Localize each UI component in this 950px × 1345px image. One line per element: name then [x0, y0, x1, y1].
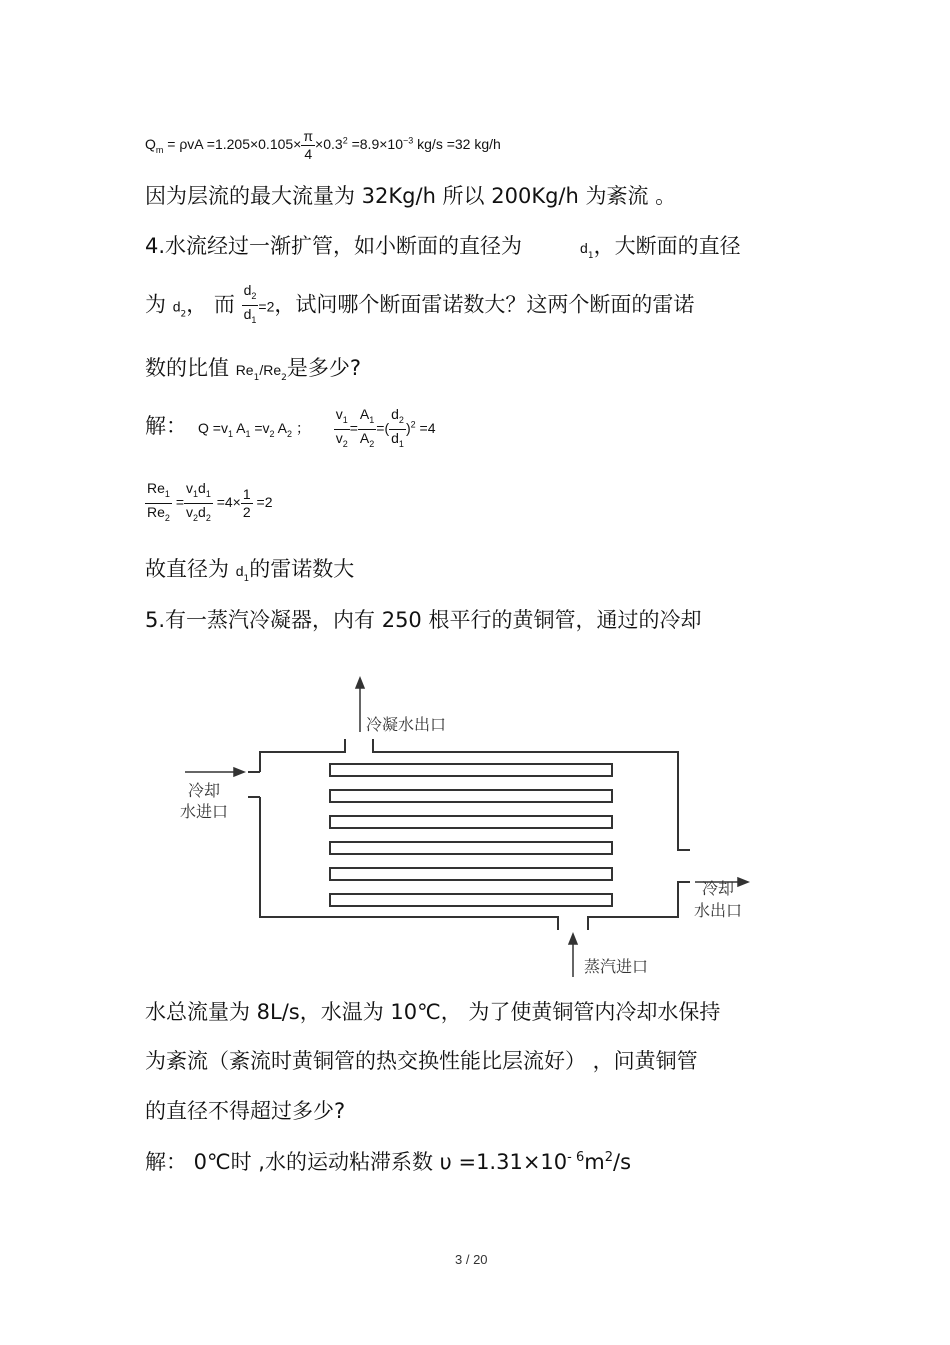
formula-mass-flow: $Q_m = \rho vA =1.205\times 0.105\times$ $\frac{\pi}{4}$ $\times 0.3^2 =8.9\times 10^{-3}$ kg/s =32 kg/h	[145, 128, 501, 162]
cooling-in-label-2: 水进口	[180, 802, 229, 821]
question-4-line-3: 数的比值 $Re_1/Re_2$是多少?	[145, 356, 362, 384]
question-5-line-3: 为紊流（紊流时黄铜管的热交换性能比层流好） ，问黄铜管	[145, 1049, 698, 1073]
steam-in-label: 蒸汽进口	[584, 957, 649, 976]
cooling-in-label-1: 冷却	[188, 781, 221, 800]
conclusion-4: 故直径为 $d_1$的雷诺数大	[145, 557, 355, 585]
cooling-out-label-1: 冷却	[702, 879, 735, 898]
question-4-line-1: 4.水流经过一渐扩管，如小断面的直径为 $d_1$，大断面的直径	[145, 234, 741, 262]
cooling-out-label-2: 水出口	[694, 901, 743, 920]
fraction-a1-over-a2: $\frac{A_1}{A_2}$	[359, 406, 375, 449]
fraction-d2-over-d1: $\frac{d_2}{d_1}$	[243, 282, 257, 325]
solution-4-label: 解：	[145, 414, 187, 438]
condensate-out-label: 冷凝水出口	[366, 715, 447, 734]
laminar-conclusion: 因为层流的最大流量为 32Kg/h 所以 200Kg/h 为紊流 。	[145, 184, 677, 208]
fraction-pi-over-4: $\frac{\pi}{4}$	[303, 128, 314, 162]
solution-5-line-1: 解： 0℃时 ,水的运动粘滞系数 $\upsilon =1.31\times 10^{- 6}m^2/s$	[145, 1150, 632, 1174]
question-5-line-4: 的直径不得超过多少?	[145, 1099, 346, 1123]
fraction-v1-over-v2: $\frac{v_1}{v_2}$	[335, 406, 348, 449]
condenser-diagram	[170, 672, 770, 982]
fraction-one-half: $\frac{1}{2}$	[242, 485, 251, 520]
question-5-line-2: 水总流量为 8L/s，水温为 10℃， 为了使黄铜管内冷却水保持	[145, 1000, 721, 1024]
solution-4-reynolds-ratio: $\frac{Re_1}{Re_2}$ = $\frac{v_1d_1}{v_2d_2}$ =4× $\frac{1}{2}$ =2	[145, 480, 273, 527]
question-4-line-2: 为 $d_2$， 而 $\frac{d_2}{d_1}$ =2，试问哪个断面雷诺数大？这两个断面的雷诺	[145, 282, 694, 329]
question-5-line-1: 5.有一蒸汽冷凝器，内有 250 根平行的黄铜管，通过的冷却	[145, 608, 702, 632]
solution-4-continuity: $Q =v_1$ $A_1 =v_2$ $A_2$ ； $\frac{v_1}{v_2}$ = $\frac{A_1}{A_2}$ =( $\frac{d_2}{d_1}$ )$^2$ =4	[198, 406, 435, 454]
fraction-re1-over-re2: $\frac{Re_1}{Re_2}$	[147, 480, 170, 523]
page-number: 3 / 20	[455, 1252, 488, 1267]
fraction-d2-over-d1-sol: $\frac{d_2}{d_1}$	[391, 406, 404, 449]
fraction-v1d1-over-v2d2: $\frac{v_1d_1}{v_2d_2}$	[186, 480, 211, 523]
